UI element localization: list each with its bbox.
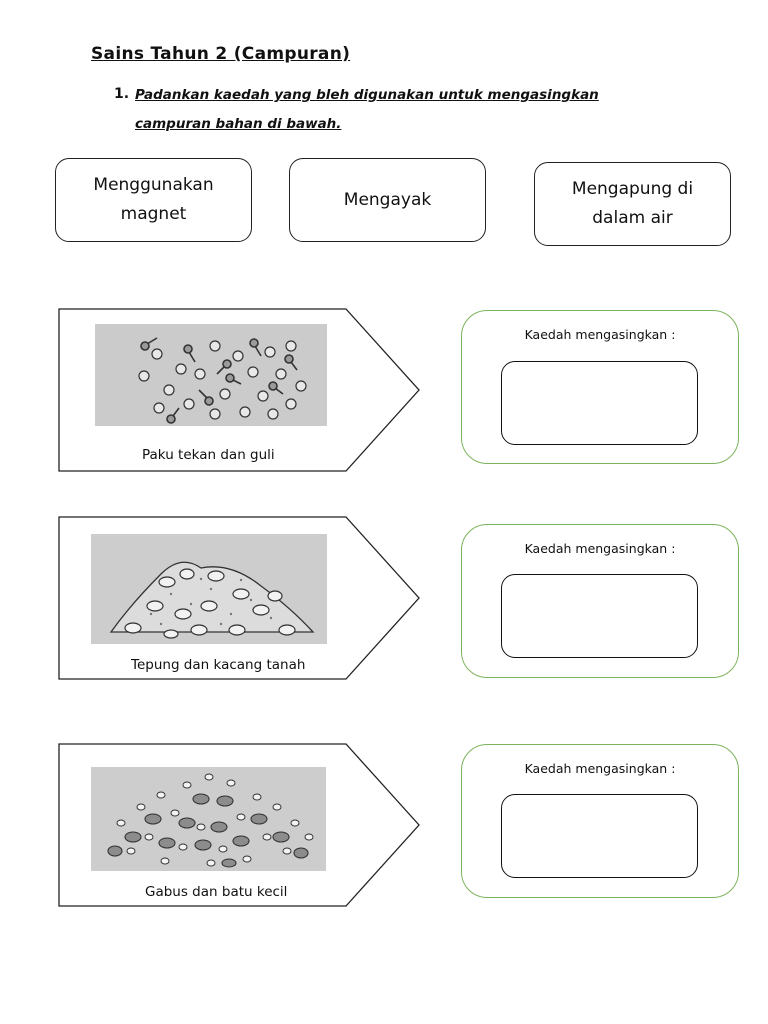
mixture-card-flour-peanuts [58,516,420,680]
cork-pebbles-illustration [91,767,326,871]
answer-box-1[interactable] [501,361,698,445]
question-number: 1. [114,86,130,102]
question-text-line-1: Padankan kaedah yang bleh digunakan untuk mengasingkan [135,87,599,103]
method-option-magnet[interactable] [55,158,252,242]
mixture-photo-pins-marbles [95,324,327,426]
method-option-label: Mengayak [343,189,432,210]
pins-marbles-illustration [95,324,327,426]
mixture-caption: Gabus dan batu kecil [145,884,288,900]
answer-panel-1 [461,310,739,464]
method-option-label: Menggunakan [93,175,214,195]
answer-label: Kaedah mengasingkan : [524,327,676,342]
mixture-photo-flour-peanuts [91,534,327,644]
mixture-photo-cork-pebbles [91,767,326,871]
question-text-line-2: campuran bahan di bawah. [135,116,342,132]
worksheet-title: Sains Tahun 2 (Campuran) [91,44,351,64]
mixture-caption: Tepung dan kacang tanah [131,657,306,673]
mixture-card-cork-pebbles [58,743,420,907]
answer-label: Kaedah mengasingkan : [524,761,676,776]
flour-peanuts-illustration [91,534,327,644]
method-option-sieve[interactable] [289,158,486,242]
method-option-label: Mengapung di [571,179,694,199]
answer-panel-3 [461,744,739,898]
answer-box-3[interactable] [501,794,698,878]
method-option-float[interactable] [534,162,731,246]
answer-box-2[interactable] [501,574,698,658]
method-option-label: dalam air [592,208,673,228]
answer-panel-2 [461,524,739,678]
answer-label: Kaedah mengasingkan : [524,541,676,556]
mixture-card-pins-marbles [58,308,420,472]
method-option-label: magnet [120,204,187,224]
mixture-caption: Paku tekan dan guli [142,447,275,463]
